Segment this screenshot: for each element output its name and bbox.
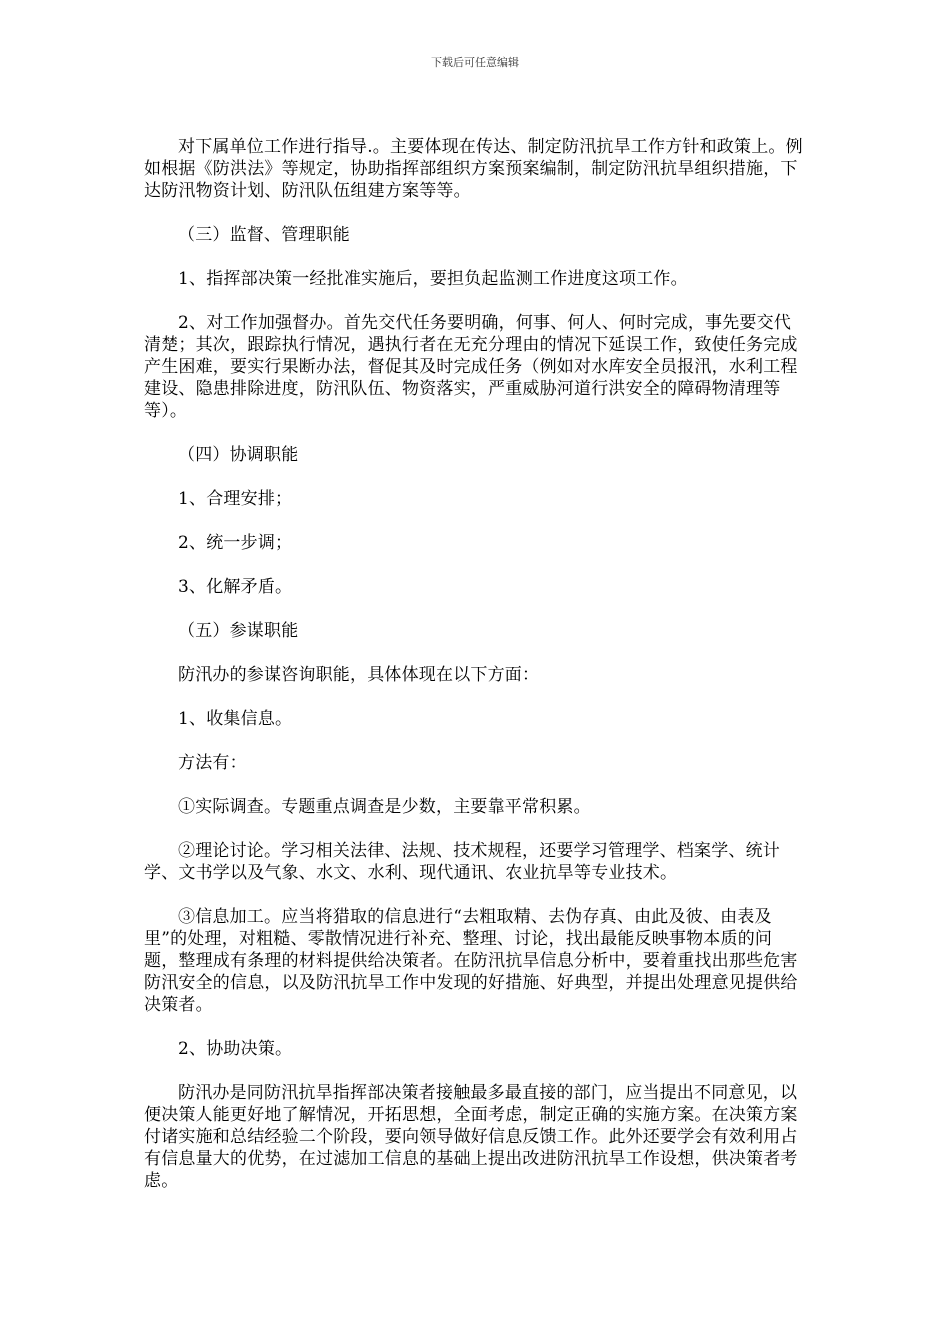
heading-supervision: （三）监督、管理职能 xyxy=(178,225,350,245)
paragraph-decision-support: 防汛办是同防汛抗旱指挥部决策者接触最多最直接的部门，应当提出不同意见，以便决策人能更好地了解情况，开拓思想，全面考虑，制定正确的实施方案。在决策方案付诸实施和总结经验二个阶段，要向领导做好信息反馈工作。此外还要学会有效利用占有信息量大的优势，在过滤加工信息的基础上提出改进防汛抗旱工作设想，供决策者考虑。 xyxy=(144,1083,798,1191)
list-item-unify: 2、统一步调； xyxy=(178,533,293,553)
paragraph-monitoring: 1、指挥部决策一经批准实施后，要担负起监测工作进度这项工作。 xyxy=(178,269,688,289)
heading-coordination: （四）协调职能 xyxy=(178,445,299,465)
document-body xyxy=(144,136,806,1214)
paragraph-method-survey: ①实际调查。专题重点调查是少数，主要靠平常积累。 xyxy=(178,797,591,817)
paragraph-method-processing: ③信息加工。应当将猎取的信息进行“去粗取精、去伪存真、由此及彼、由表及里”的处理，对粗糙、零散情况进行补充、整理、讨论，找出最能反映事物本质的问题，整理成有条理的材料提供给决策者。在防汛抗旱信息分析中，要着重找出那些危害防汛安全的信息，以及防汛抗旱工作中发现的好措施、好典型，并提出处理意见提供给决策者。 xyxy=(144,907,798,1015)
list-item-collect-info: 1、收集信息。 xyxy=(178,709,293,729)
heading-advisory: （五）参谋职能 xyxy=(178,621,299,641)
list-item-arrange: 1、合理安排； xyxy=(178,489,293,509)
paragraph-methods: 方法有： xyxy=(178,753,247,773)
paragraph-method-theory: ②理论讨论。学习相关法律、法规、技术规程，还要学习管理学、档案学、统计学、文书学以及气象、水文、水利、现代通讯、农业抗旱等专业技术。 xyxy=(144,841,780,883)
paragraph-advisory-intro: 防汛办的参谋咨询职能，具体体现在以下方面： xyxy=(178,665,540,685)
list-item-resolve: 3、化解矛盾。 xyxy=(178,577,293,597)
paragraph-supervise-work: 2、对工作加强督办。首先交代任务要明确，何事、何人、何时完成，事先要交代清楚；其次，跟踪执行情况，遇执行者在无充分理由的情况下延误工作，致使任务完成产生困难，要实行果断办法，督促其及时完成任务（例如对水库安全员报汛，水利工程建设、隐患排除进度，防汛队伍、物资落实，严重威胁河道行洪安全的障碍物清理等等）。 xyxy=(144,313,798,421)
paragraph-guidance: 对下属单位工作进行指导.。主要体现在传达、制定防汛抗旱工作方针和政策上。例如根据《防洪法》等规定，协助指挥部组织方案预案编制，制定防汛抗旱组织措施，下达防汛物资计划、防汛队伍组建方案等等。 xyxy=(144,137,803,201)
page-header: 下载后可任意编辑 xyxy=(431,56,519,69)
list-item-assist-decision: 2、协助决策。 xyxy=(178,1039,293,1059)
